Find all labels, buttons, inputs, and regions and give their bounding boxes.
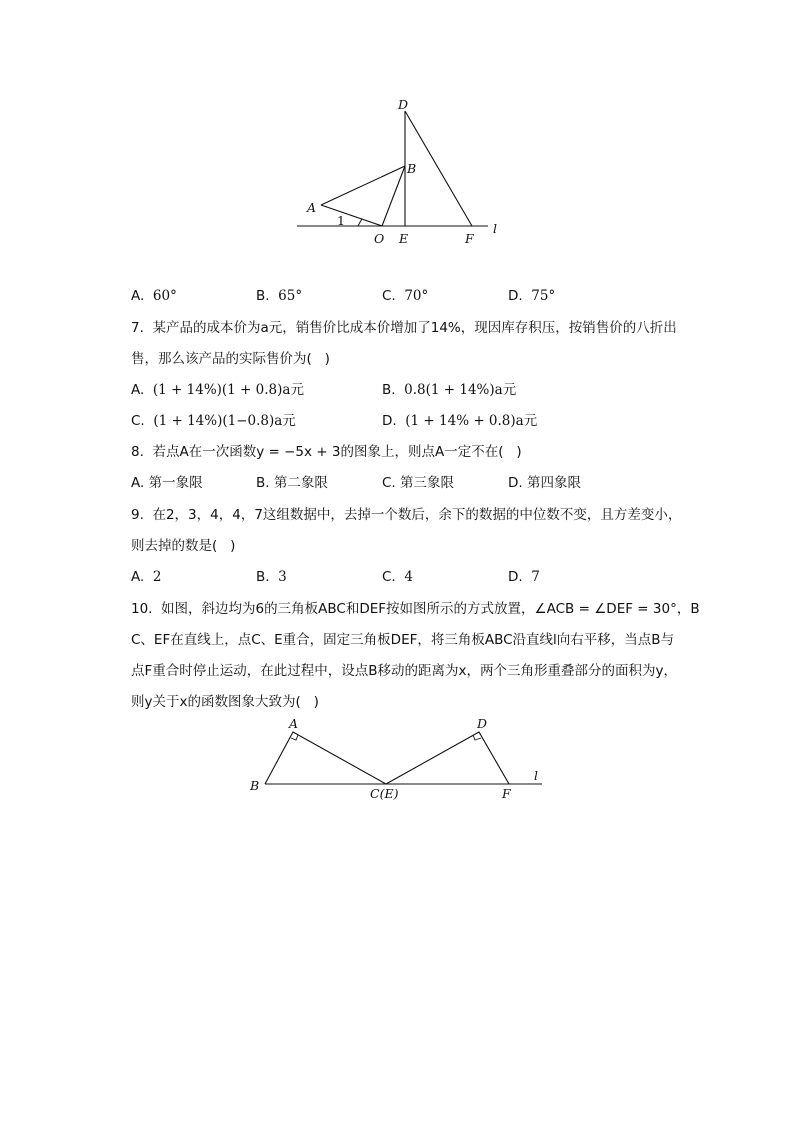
q6-option-c[interactable]: C. 70° (382, 288, 429, 304)
q8-option-d[interactable]: D. 第四象限 (508, 475, 581, 491)
q10-stem-line-2: C、EF在直线上，点C、E重合，固定三角板DEF，将三角板ABC沿直线l向右平移，当点B与 (131, 632, 675, 648)
label-l: l (493, 221, 497, 236)
label-CE: C(E) (370, 786, 399, 801)
q7-option-b[interactable]: B. 0.8(1 + 14%)a元 (382, 382, 517, 398)
q8-option-b[interactable]: B. 第二象限 (256, 475, 328, 491)
triangle-DEF (386, 732, 509, 784)
label-O: O (374, 231, 385, 246)
label-A: A (307, 200, 317, 215)
q7-option-c[interactable]: C. (1 + 14%)(1−0.8)a元 (131, 413, 296, 429)
figure-2-triangles (245, 713, 555, 808)
q9-stem-line-2: 则去掉的数是( ) (131, 538, 236, 554)
label-A: A (289, 716, 299, 731)
q8-option-a[interactable]: A. 第一象限 (131, 475, 203, 491)
label-B: B (250, 778, 260, 793)
q9-option-a[interactable]: A. 2 (131, 569, 162, 585)
right-angle-mark-D (473, 735, 481, 740)
q10-stem-line-3: 点F重合时停止运动，在此过程中，设点B移动的距离为x，两个三角形重叠部分的面积为y， (131, 663, 678, 679)
q6-option-a[interactable]: A. 60° (131, 288, 177, 304)
triangle-ABC (265, 732, 386, 784)
q8-stem: 8. 若点A在一次函数y = −5x + 3的图象上，则点A一定不在( ) (131, 444, 522, 460)
label-D: D (398, 97, 409, 112)
label-F: F (502, 786, 511, 801)
q9-stem-line-1: 9. 在2，3，4，4，7这组数据中，去掉一个数后，余下的数据的中位数不变，且方差变小， (131, 507, 682, 523)
q6-option-d[interactable]: D. 75° (508, 288, 556, 304)
q7-stem-line-2: 售，那么该产品的实际售价为( ) (131, 351, 330, 367)
angle-1-arc (358, 219, 362, 226)
q7-option-d[interactable]: D. (1 + 14% + 0.8)a元 (382, 413, 538, 429)
q7-stem-line-1: 7. 某产品的成本价为a元，销售价比成本价增加了14%，现因库存积压，按销售价的八折出 (131, 320, 677, 336)
label-B: B (407, 161, 417, 176)
q9-option-b[interactable]: B. 3 (256, 569, 287, 585)
q10-stem-line-4: 则y关于x的函数图象大致为( ) (131, 694, 319, 710)
q9-option-d[interactable]: D. 7 (508, 569, 540, 585)
label-D: D (477, 716, 488, 731)
q7-option-a[interactable]: A. (1 + 14%)(1 + 0.8)a元 (131, 382, 304, 398)
label-E: E (399, 231, 409, 246)
q9-option-c[interactable]: C. 4 (382, 569, 413, 585)
q10-stem-line-1: 10. 如图，斜边均为6的三角板ABC和DEF按如图所示的方式放置，∠ACB = ∠DEF = 30°，B (131, 601, 700, 617)
q6-option-b[interactable]: B. 65° (256, 288, 303, 304)
figure-1-geometry (290, 95, 510, 255)
label-angle-1: 1 (337, 213, 345, 228)
q8-option-c[interactable]: C. 第三象限 (382, 475, 455, 491)
segment-AO (321, 205, 382, 226)
label-l: l (534, 768, 538, 783)
right-angle-mark-A (291, 735, 298, 740)
label-F: F (465, 231, 474, 246)
